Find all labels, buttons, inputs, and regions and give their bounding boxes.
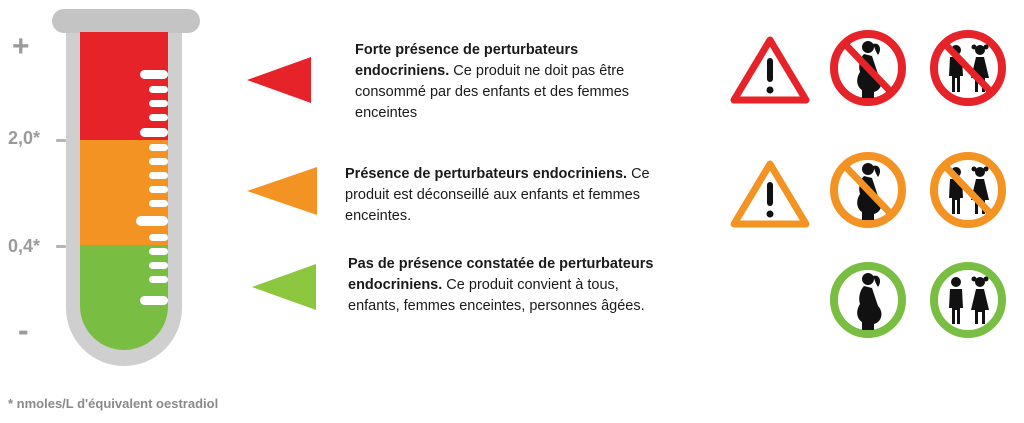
- scale-minus-label: -: [18, 312, 29, 348]
- red-level-text: Ce produit ne doit pas être consommé par des enfants et des femmes enceintes: [355, 63, 630, 121]
- green-level-text: Ce produit convient à tous, enfants, femmes enceintes, personnes âgées.: [348, 277, 645, 314]
- test-tube-gauge: [50, 6, 205, 388]
- graduation-mark: [149, 100, 168, 107]
- graduation-mark: [149, 144, 168, 151]
- green-pointer-triangle: [250, 262, 320, 312]
- orange-level-title: Présence de perturbateurs endocriniens.: [345, 166, 628, 182]
- green-pregnant-woman-icon: [828, 260, 908, 340]
- graduation-mark: [149, 234, 168, 241]
- orange-pointer-triangle: [245, 165, 320, 217]
- graduation-mark: [140, 296, 168, 305]
- orange-no-children-icon: [928, 150, 1008, 230]
- orange-warning-icon: [730, 158, 810, 230]
- graduation-mark: [149, 276, 168, 283]
- green-level-description: [348, 254, 658, 317]
- orange-level-description: [345, 164, 675, 227]
- red-pointer-triangle: [245, 55, 315, 105]
- footnote: * nmoles/L d'équivalent oestradiol: [8, 396, 219, 411]
- red-level-description: [355, 40, 655, 124]
- graduation-mark: [140, 128, 168, 137]
- red-warning-icon: [730, 34, 810, 106]
- graduation-mark: [140, 70, 168, 79]
- graduation-mark: [149, 86, 168, 93]
- orange-level-text: Ce produit est déconseillé aux enfants et femmes enceintes.: [345, 166, 650, 224]
- graduation-mark: [149, 114, 168, 121]
- graduation-mark: [149, 158, 168, 165]
- graduation-mark: [149, 262, 168, 269]
- graduation-mark: [149, 200, 168, 207]
- graduation-mark: [149, 186, 168, 193]
- graduation-mark: [149, 248, 168, 255]
- red-level-title: Forte présence de perturbateurs endocriniens.: [355, 42, 579, 79]
- scale-2-label: 2,0*: [8, 128, 41, 148]
- green-level-title: Pas de présence constatée de perturbateurs endocriniens.: [348, 256, 654, 293]
- graduation-mark: [136, 216, 168, 226]
- red-no-pregnant-woman-icon: [828, 28, 908, 108]
- scale-plus-label: +: [12, 30, 30, 63]
- scale-04-label: 0,4*: [8, 236, 41, 256]
- green-children-icon: [928, 260, 1008, 340]
- graduation-mark: [149, 172, 168, 179]
- red-no-children-icon: [928, 28, 1008, 108]
- orange-no-pregnant-woman-icon: [828, 150, 908, 230]
